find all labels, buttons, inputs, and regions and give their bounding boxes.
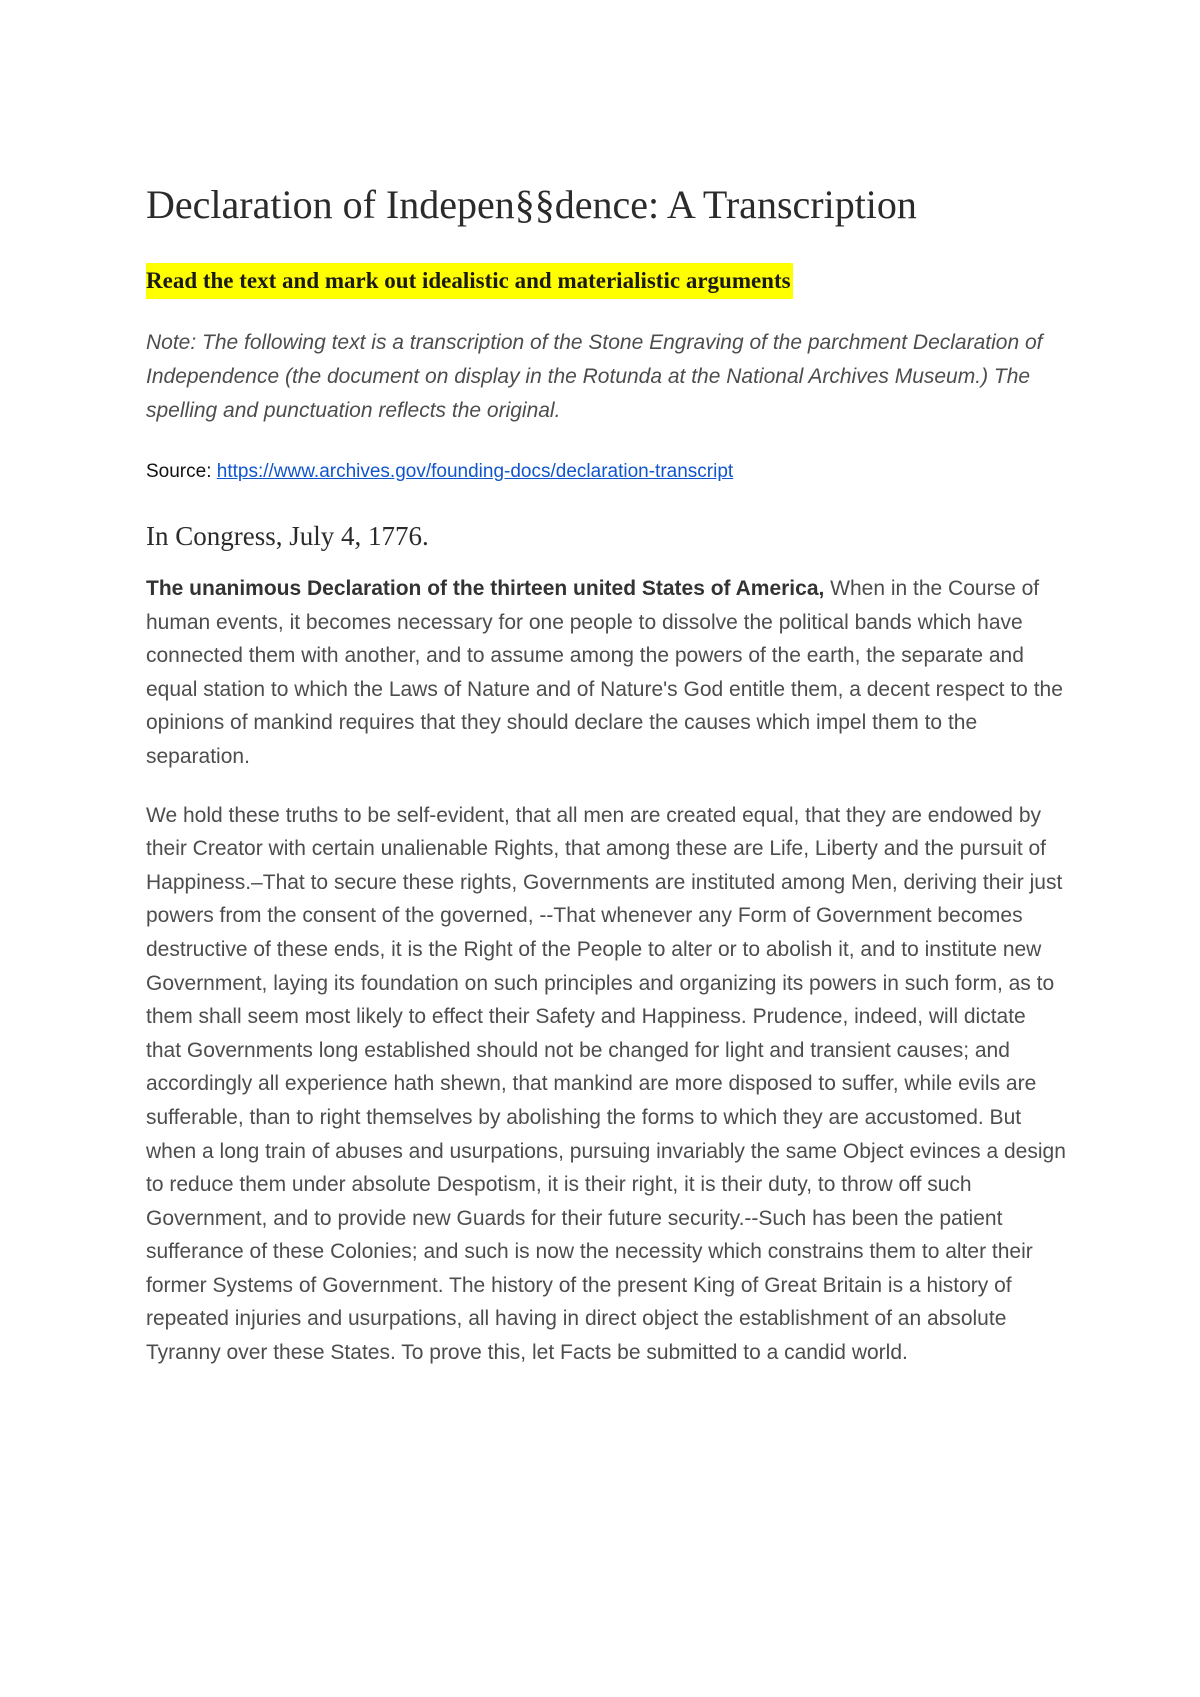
document-content — [146, 178, 1066, 1370]
paragraph-truths: We hold these truths to be self-evident, that all men are created equal, that they are endowed by their Creator with certain unalienable Rights, that among these are Life, Liberty and the pursuit of Happiness.–That to secure these rights, Governments are instituted among Men, deriving their just powers from the consent of the governed, --That whenever any Form of Government becomes destructive of these ends, it is the Right of the People to alter or to abolish it, and to institute new Government, laying its foundation on such principles and organizing its powers in such form, as to them shall seem most likely to effect their Safety and Happiness. Prudence, indeed, will dictate that Governments long established should not be changed for light and transient causes; and accordingly all experience hath shewn, that mankind are more disposed to suffer, while evils are sufferable, than to right themselves by abolishing the forms to which they are accustomed. But when a long train of abuses and usurpations, pursuing invariably the same Object evinces a design to reduce them under absolute Despotism, it is their right, it is their duty, to throw off such Government, and to provide new Guards for their future security.--Such has been the patient sufferance of these Colonies; and such is now the necessity which constrains them to alter their former Systems of Government. The history of the present King of Great Britain is a history of repeated injuries and usurpations, all having in direct object the establishment of an absolute Tyranny over these States. To prove this, let Facts be submitted to a candid world. — [146, 803, 1066, 1365]
document-title: Declaration of Indepen§§dence: A Transcription — [146, 182, 917, 227]
paragraph-preamble — [146, 572, 1066, 774]
transcription-note: Note: The following text is a transcription of the Stone Engraving of the parchment Declaration of Independence (the document on display in the Rotunda at the National Archives Museum.) The spelling and punctuation reflects the original. — [146, 331, 1043, 422]
source-label: Source: — [146, 461, 217, 482]
preamble-lead: The unanimous Declaration of the thirteen united States of America, — [146, 577, 825, 600]
source-line — [146, 458, 1066, 486]
preamble-body: When in the Course of human events, it becomes necessary for one people to dissolve the political bands which have connected them with another, and to assume among the powers of the earth, the separate and equal station to which the Laws of Nature and of Nature's God entitle them, a decent respect to the opinions of mankind requires that they should declare the causes which impel them to the separation. — [146, 577, 1063, 768]
congress-date-heading: In Congress, July 4, 1776. — [146, 521, 429, 551]
instruction-block — [146, 263, 1066, 299]
source-link[interactable]: https://www.archives.gov/founding-docs/declaration-transcript — [216, 461, 734, 482]
highlighted-instruction: Read the text and mark out idealistic and materialistic arguments — [146, 263, 793, 299]
